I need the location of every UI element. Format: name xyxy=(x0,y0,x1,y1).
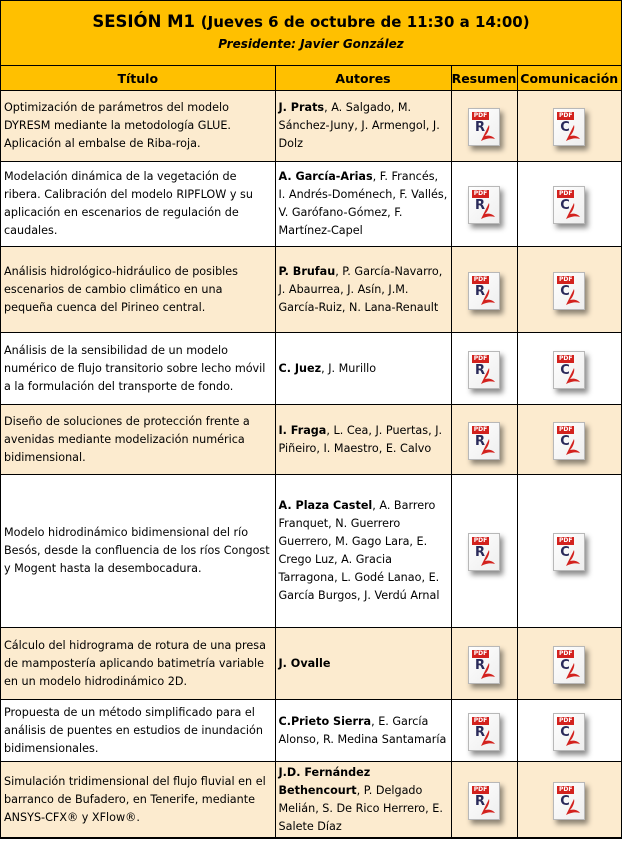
column-header-paper: Comunicación xyxy=(517,66,621,91)
table-row xyxy=(1,762,621,838)
session-schedule: (Jueves 6 de octubre de 11:30 a 14:00) xyxy=(200,13,530,31)
paper-cell xyxy=(517,405,621,475)
summary-letter: R xyxy=(475,724,486,740)
paper-authors xyxy=(275,247,451,333)
session-code: SESIÓN M1 xyxy=(92,12,196,31)
lead-author: A. Plaza Castel xyxy=(278,499,373,512)
column-header-summary: Resumen xyxy=(451,66,517,91)
paper-letter: C xyxy=(560,198,570,213)
summary-cell xyxy=(451,333,517,405)
paper-letter: C xyxy=(560,657,570,673)
acrobat-swirl-icon xyxy=(479,548,497,568)
summary-letter: R xyxy=(475,545,486,560)
paper-letter: C xyxy=(560,545,570,560)
summary-letter: R xyxy=(475,120,486,135)
table-row xyxy=(1,405,621,475)
paper-title: Análisis hidrológico-hidráulico de posibles escenarios de cambio climático en una pequeña cuenca del Pirineo central. xyxy=(1,247,275,333)
pdf-tag-label: PDF xyxy=(559,649,573,657)
summary-pdf-icon[interactable] xyxy=(468,782,500,820)
paper-title: Modelación dinámica de la vegetación de ribera. Calibración del modelo RIPFLOW y su aplicación en escenarios de regulación de caudales. xyxy=(1,162,275,247)
summary-letter: R xyxy=(475,198,486,213)
summary-cell xyxy=(451,475,517,628)
summary-cell xyxy=(451,162,517,247)
pdf-tag-label: PDF xyxy=(559,785,573,793)
summary-pdf-icon[interactable] xyxy=(468,422,500,460)
acrobat-swirl-icon xyxy=(479,437,497,457)
paper-pdf-icon[interactable] xyxy=(553,713,585,751)
table-header-row xyxy=(1,66,621,91)
co-authors: , L. Cea, J. Puertas, J. Piñeiro, I. Maestro, E. Calvo xyxy=(278,423,443,455)
table-row xyxy=(1,162,621,247)
paper-pdf-icon[interactable] xyxy=(553,646,585,684)
summary-letter: R xyxy=(475,362,486,378)
paper-authors xyxy=(275,762,451,838)
table-row xyxy=(1,628,621,700)
paper-letter: C xyxy=(560,724,570,740)
acrobat-swirl-icon xyxy=(479,728,497,748)
paper-cell xyxy=(517,247,621,333)
co-authors: , A. Salgado, M. Sánchez-Juny, J. Armengol, J. Dolz xyxy=(278,101,440,150)
pdf-tag-label: PDF xyxy=(473,537,488,544)
paper-cell xyxy=(517,700,621,762)
pdf-tag-label: PDF xyxy=(559,275,573,283)
acrobat-swirl-icon xyxy=(564,287,582,307)
lead-author: J.D. Fernández Bethencourt xyxy=(278,765,371,797)
paper-pdf-icon[interactable] xyxy=(553,533,585,571)
acrobat-swirl-icon xyxy=(564,366,582,386)
summary-pdf-icon[interactable] xyxy=(468,108,500,146)
paper-title: Simulación tridimensional del flujo fluvial en el barranco de Bufadero, en Tenerife, mediante ANSYS-CFX® y XFlow®. xyxy=(1,762,275,838)
pdf-tag-label: PDF xyxy=(473,190,488,197)
paper-pdf-icon[interactable] xyxy=(553,108,585,146)
pdf-tag-label: PDF xyxy=(473,425,488,433)
paper-cell xyxy=(517,162,621,247)
session-header xyxy=(1,1,621,66)
paper-title: Cálculo del hidrograma de rotura de una presa de mampostería aplicando batimetría variable en un modelo hidrodinámico 2D. xyxy=(1,628,275,700)
co-authors: , J. Murillo xyxy=(321,361,377,375)
pdf-tag-label: PDF xyxy=(473,716,488,724)
co-authors: , P. García-Navarro, J. Abaurrea, J. Asín, J.M. García-Ruiz, N. Lana-Renault xyxy=(278,264,443,314)
paper-pdf-icon[interactable] xyxy=(553,782,585,820)
paper-authors xyxy=(275,333,451,405)
lead-author: I. Fraga xyxy=(278,423,327,437)
summary-cell xyxy=(451,762,517,838)
pdf-tag-label: PDF xyxy=(473,785,488,793)
table-row xyxy=(1,333,621,405)
paper-letter: C xyxy=(560,793,570,809)
summary-letter: R xyxy=(475,283,486,299)
paper-cell xyxy=(517,762,621,838)
table-row xyxy=(1,475,621,628)
summary-pdf-icon[interactable] xyxy=(468,713,500,751)
lead-author: C.Prieto Sierra xyxy=(278,714,372,728)
papers-table xyxy=(1,66,621,838)
pdf-tag-label: PDF xyxy=(559,425,573,433)
acrobat-swirl-icon xyxy=(479,661,497,681)
summary-letter: R xyxy=(475,657,486,673)
acrobat-swirl-icon xyxy=(479,287,497,307)
paper-letter: C xyxy=(560,362,570,378)
pdf-tag-label: PDF xyxy=(559,716,573,724)
lead-author: J. Ovalle xyxy=(278,656,331,670)
pdf-tag-label: PDF xyxy=(473,275,488,283)
acrobat-swirl-icon xyxy=(564,201,582,221)
paper-cell xyxy=(517,333,621,405)
pdf-tag-label: PDF xyxy=(473,354,488,362)
column-header-title: Título xyxy=(1,66,275,91)
paper-title: Análisis de la sensibilidad de un modelo numérico de flujo transitorio sobre lecho móvil a la formulación del transporte de fondo. xyxy=(1,333,275,405)
pdf-tag-label: PDF xyxy=(473,112,488,119)
summary-cell xyxy=(451,247,517,333)
paper-pdf-icon[interactable] xyxy=(553,351,585,389)
lead-author: J. Prats xyxy=(278,101,325,114)
paper-letter: C xyxy=(560,283,570,299)
paper-cell xyxy=(517,475,621,628)
paper-pdf-icon[interactable] xyxy=(553,422,585,460)
co-authors: , P. Delgado Melián, S. De Rico Herrero, E. Salete Díaz xyxy=(278,783,443,833)
paper-authors xyxy=(275,405,451,475)
pdf-tag-label: PDF xyxy=(559,537,573,544)
paper-title: Propuesta de un método simplificado para el análisis de puentes en estudios de inundación bidimensionales. xyxy=(1,700,275,762)
session-president: Presidente: Javier González xyxy=(218,37,404,51)
paper-title: Diseño de soluciones de protección frente a avenidas mediante modelización numérica bidimensional. xyxy=(1,405,275,475)
summary-cell xyxy=(451,405,517,475)
acrobat-swirl-icon xyxy=(479,123,497,143)
table-row xyxy=(1,700,621,762)
table-row xyxy=(1,247,621,333)
pdf-tag-label: PDF xyxy=(559,190,573,197)
acrobat-swirl-icon xyxy=(479,201,497,221)
summary-pdf-icon[interactable] xyxy=(468,533,500,571)
lead-author: A. García-Arias xyxy=(278,170,373,183)
summary-letter: R xyxy=(475,433,486,449)
table-row xyxy=(1,91,621,162)
co-authors: , E. García Alonso, R. Medina Santamaría xyxy=(278,714,447,746)
paper-title: Optimización de parámetros del modelo DYRESM mediante la metodología GLUE. Aplicación al embalse de Riba-roja. xyxy=(1,91,275,162)
summary-pdf-icon[interactable] xyxy=(468,646,500,684)
summary-pdf-icon[interactable] xyxy=(468,351,500,389)
paper-authors xyxy=(275,475,451,628)
acrobat-swirl-icon xyxy=(564,797,582,817)
paper-cell xyxy=(517,91,621,162)
paper-pdf-icon[interactable] xyxy=(553,272,585,310)
lead-author: P. Brufau xyxy=(278,264,336,278)
paper-letter: C xyxy=(560,433,570,449)
lead-author: C. Juez xyxy=(278,361,322,375)
session-title xyxy=(1,12,621,32)
co-authors: , F. Francés, I. Andrés-Doménech, F. Vallés, V. Garófano-Gómez, F. Martínez-Capel xyxy=(278,170,448,237)
paper-cell xyxy=(517,628,621,700)
pdf-tag-label: PDF xyxy=(559,112,573,119)
pdf-tag-label: PDF xyxy=(473,649,488,657)
paper-authors xyxy=(275,91,451,162)
summary-cell xyxy=(451,91,517,162)
summary-cell xyxy=(451,628,517,700)
acrobat-swirl-icon xyxy=(564,661,582,681)
paper-authors xyxy=(275,700,451,762)
paper-pdf-icon[interactable] xyxy=(553,186,585,224)
table-body xyxy=(1,91,621,838)
paper-letter: C xyxy=(560,120,570,135)
acrobat-swirl-icon xyxy=(564,548,582,568)
acrobat-swirl-icon xyxy=(564,728,582,748)
summary-pdf-icon[interactable] xyxy=(468,272,500,310)
paper-authors xyxy=(275,628,451,700)
paper-title: Modelo hidrodinámico bidimensional del río Besós, desde la confluencia de los ríos Congost y Mogent hasta la desembocadura. xyxy=(1,475,275,628)
summary-cell xyxy=(451,700,517,762)
acrobat-swirl-icon xyxy=(564,437,582,457)
summary-letter: R xyxy=(475,793,486,809)
column-header-authors: Autores xyxy=(275,66,451,91)
paper-authors xyxy=(275,162,451,247)
summary-pdf-icon[interactable] xyxy=(468,186,500,224)
acrobat-swirl-icon xyxy=(564,123,582,143)
pdf-tag-label: PDF xyxy=(559,354,573,362)
acrobat-swirl-icon xyxy=(479,797,497,817)
co-authors: , A. Barrero Franquet, N. Guerrero Guerrero, M. Gago Lara, E. Crego Luz, A. Gracia Tarragona, L. Godé Lanao, E. García Burgos, J. Verdú Arnal xyxy=(278,499,440,602)
acrobat-swirl-icon xyxy=(479,366,497,386)
